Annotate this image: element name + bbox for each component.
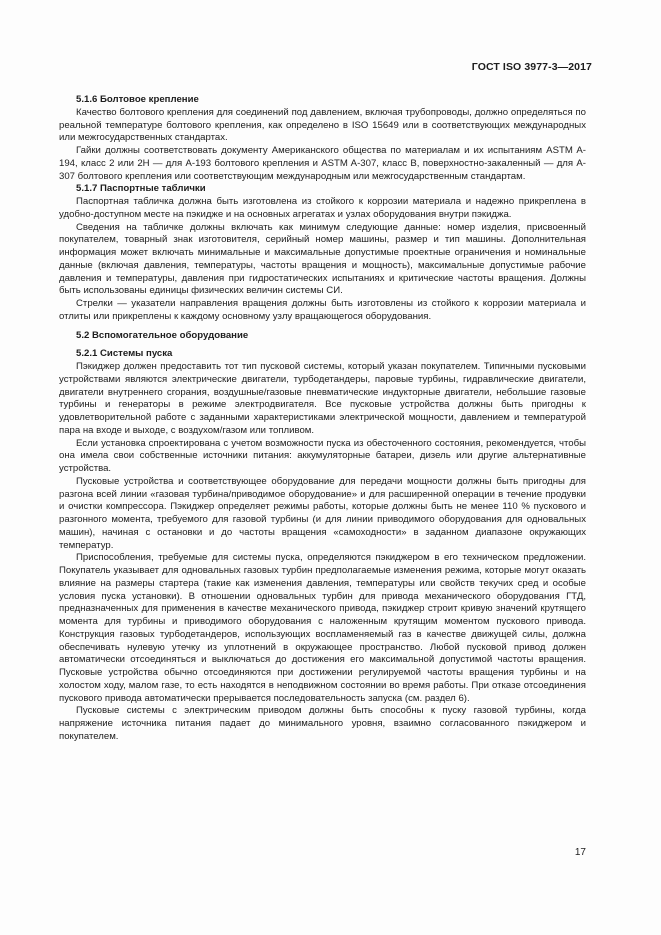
section-5-1-6-paragraph-2: Гайки должны соответствовать документу Американского общества по материалам и их испытаниям ASTM A-194, класс 2 или 2H — для A-193 болтового крепления и ASTM A-307, класс B, поверхностно-закаленный — для A-307 болтового крепления или соответствующим международным или межгосударственным стандартам. <box>59 145 586 182</box>
section-5-2-1-paragraph-2: Если установка спроектирована с учетом возможности пуска из обесточенного состояния, рекомендуется, чтобы она имела свои собственные источники питания: аккумуляторные батареи, дизель или другие альтернативные устройства. <box>59 437 586 474</box>
section-5-1-6-heading: 5.1.6 Болтовое крепление <box>76 94 199 105</box>
section-5-1-6-paragraph-1: Качество болтового крепления для соединений под давлением, включая трубопроводы, должно определяться по реальной температуре болтового крепления, как определено в ISO 15649 или в соответствующих международных или межгосударственных стандартах. <box>59 106 586 144</box>
page-body <box>59 94 586 744</box>
section-5-2-1-paragraph-4: Приспособления, требуемые для системы пуска, определяются пэкиджером в его техническом предложении. Покупатель указывает для одновальных газовых турбин предполагаемые изменения режима, которые могут оказать влияние на размеры стартера (такие как изменения давления, температуры или свойств текучих сред и особые условия пуска установки). В отношении одновальных турбин для привода механического оборудования ГТД, предназначенных для применения в качестве механического привода, пэкиджер строит кривую значений крутящего момента для турбины и приводимого оборудования с наложенным крутящим моментом пускового привода. Конструкция газовых турбодетандеров, использующих воспламеняемый газ в качестве движущей силы, должна обеспечивать нулевую утечку из уплотнений в окружающее пространство. Любой пусковой привод должен автоматически отсоединяться и выключаться до достижения его максимальной допустимой частоты вращения. Пусковые устройства обычно отсоединяются при достижении регулируемой частоты вращения турбины и на холостом ходу, малом газе, то есть находятся в неподвижном состоянии во время работы. При отказе отсоединения пускового привода автоматически прерывается последовательность запуска (см. раздел 6). <box>59 552 586 704</box>
section-5-1-7-heading: 5.1.7 Паспортные таблички <box>76 183 206 195</box>
section-5-2-1-heading: 5.2.1 Системы пуска <box>76 348 173 360</box>
section-5-1-7-paragraph-1: Паспортная табличка должна быть изготовлена из стойкого к коррозии материала и надежно прикреплена в удобно-доступном месте на пэкидже и на основных агрегатах и узлах оборудования внутри пэкиджа. <box>59 196 586 220</box>
section-5-1-7-paragraph-2: Сведения на табличке должны включать как минимум следующие данные: номер изделия, присвоенный покупателем, товарный знак изготовителя, серийный номер машины, размер и тип машины. Дополнительная информация может включать минимальные и максимальные допустимые проектные ограничения и номинальные данные (включая давления, температуры, частоты вращения и мощность), максимальные допустимые рабочие давления и температуры, давления при гидростатических испытаниях и критические частоты вращения. Должны быть использованы единицы физических величин системы СИ. <box>59 221 586 297</box>
section-5-1-7-paragraph-3: Стрелки — указатели направления вращения должны быть изготовлены из стойкого к коррозии материала и отлиты или прикреплены к каждому основному узлу вращающегося оборудования. <box>59 298 586 322</box>
section-5-2-1-paragraph-3: Пусковые устройства и соответствующее оборудование для передачи мощности должны быть пригодны для разгона всей линии «газовая турбина/приводимое оборудование» и для расширенной операции в течение продувки и очистки компрессора. Пэкиджер определяет режимы работы, которые должны быть не менее 110 % пускового и разгонного момента, требуемого для газовой турбины (и для линии приводимого оборудования для одновальных машин), начиная с остановки и до частоты вращения «самоходности» в заданном диапазоне окружающих температур. <box>59 475 586 551</box>
section-5-2-heading: 5.2 Вспомогательное оборудование <box>76 329 249 341</box>
page-number: 17 <box>574 847 586 858</box>
standard-designation: ГОСТ ISO 3977-3—2017 <box>471 61 592 73</box>
section-5-2-1-paragraph-1: Пэкиджер должен предоставить тот тип пусковой системы, который указан покупателем. Типичными пусковыми устройствами являются электрические двигатели, турбодетандеры, паровые турбины, гидравлические двигатели, двигатели внутреннего сгорания, воздушные/газовые пневматические индукторные двигатели, небольшие газовые турбины и генераторы в режиме электродвигателя. Все пусковые устройства должны быть пригодны к удовлетворительной работе с заданными характеристиками электрической мощности, давлением и температурой пара на входе и выходе, с воздухом/газом или топливом. <box>59 361 586 436</box>
section-5-2-1-paragraph-5: Пусковые системы с электрическим приводом должны быть способны к пуску газовой турбины, когда напряжение источника питания падает до минимального уровня, взаимно согласованного пэкиджером и покупателем. <box>59 705 586 742</box>
